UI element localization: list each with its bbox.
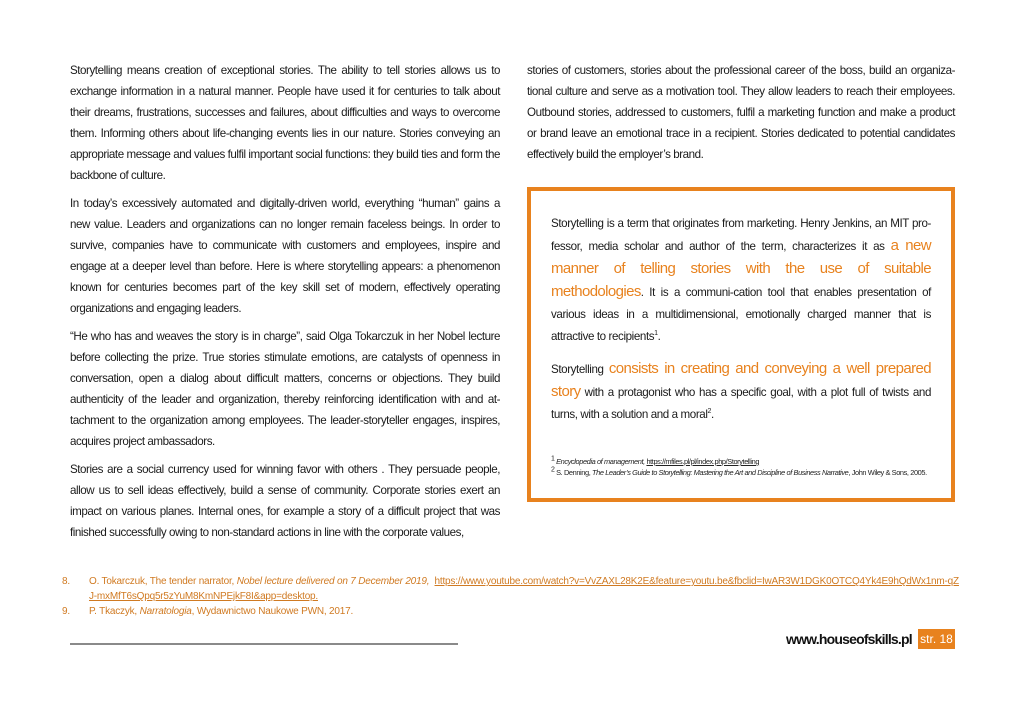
publisher: , Wydawnictwo Naukowe PWN, 2017. bbox=[191, 606, 354, 617]
highlight-box bbox=[527, 187, 955, 502]
page-number-badge: str. 18 bbox=[918, 629, 955, 649]
footnote-number: 8. bbox=[62, 576, 70, 587]
footnote-ref: 1 bbox=[654, 330, 658, 338]
author: P. Tkaczyk, bbox=[89, 606, 140, 617]
box-paragraph-2: Storytelling consists in creating and conveying a well prepared story with a protagonist who has a specific goal, with a plot full of twists and turns, with a solution and a moral$^2$. bbox=[551, 360, 931, 421]
page-footer bbox=[0, 629, 1024, 669]
highlighted-phrase: consists in creating and conveying a well prepared story bbox=[551, 360, 931, 400]
left-column bbox=[70, 60, 500, 550]
footnote bbox=[62, 604, 962, 619]
footnote-number: 9. bbox=[62, 606, 70, 617]
paragraph: In today’s excessively automated and digitally-driven world, everything “human” gains a new value. Leaders and organizations can no longer remain faceless beings. In order to survive, companies have to communicate with customers and employees, inspire and engage at a deeper level than before. Here is where storytelling appears: a phenomenon known for centuries becomes part of the key skill set of modern, effectively operating organizations and engaging leaders. bbox=[70, 197, 500, 315]
footnote-link[interactable]: https://www.youtube.com/watch?v=VvZAXL28K2E&feature=youtu.be&fbclid=IwAR3W1DGK0OTCQ4Yk4E9hQdWx1nm-qZJ-mxMfT6sQpq5r5zYuM8KmNPEjkF8I&app=desktop. bbox=[89, 576, 959, 602]
source-title: Nobel lecture delivered on 7 December 2019, bbox=[236, 576, 430, 587]
source-title: Narratologia bbox=[139, 606, 192, 617]
right-column bbox=[527, 60, 955, 550]
paragraph: stories of customers, stories about the professional career of the boss, build an organiza-tional culture and serve as a motivation tool. They allow leaders to reach their employees. Outbound stories, addressed to customers, fulfil a marketing function and make a product or brand leave an emotional trace in a recipient. Stories dedicated to potential candidates effectively build the employer’s brand. bbox=[527, 64, 955, 161]
box-footnote bbox=[551, 467, 931, 478]
paragraph: Stories are a social currency used for winning favor with others . They persuade people, allow us to sell ideas effectively, build a sense of community. Corporate stories exert an impact on various planes. Internal ones, for example a story of a difficult project that was finished successfully owing to non-standard actions in line with the corporate values, bbox=[70, 463, 500, 539]
publisher: , John Wiley & Sons, 2005. bbox=[848, 468, 927, 477]
paragraph: Storytelling means creation of exceptional stories. The ability to tell stories allows us to exchange information in a natural manner. People have used it for centuries to talk about their dreams, frustrations, successes and failures, about difficulties and ways to overcome them. Informing others about life-changing events lies in our nature. Stories conveying an appropriate message and values fulfil important social functions: they build ties and form the backbone of culture. bbox=[70, 64, 500, 182]
footnote-link[interactable]: https://mfiles.pl/pl/index.php/Storytelling bbox=[646, 457, 760, 466]
website-label: www.houseofskills.pl bbox=[786, 631, 912, 647]
footnote-number: 2 bbox=[551, 466, 555, 474]
footnote-ref: 2 bbox=[707, 408, 712, 416]
box-footnote bbox=[551, 456, 931, 467]
source-title: Encyclopedia of management, bbox=[556, 457, 645, 466]
text: Storytelling is a term that originates from marketing. Henry Jenkins, an MIT pro-fessor, media scholar and author of the term, characterizes it as bbox=[551, 217, 931, 253]
text: with a protagonist who has a specific goal, with a plot full of twists and turns, with a solution and a moral bbox=[551, 386, 931, 421]
box-paragraph-1: Storytelling is a term that originates from marketing. Henry Jenkins, an MIT pro-fessor, media scholar and author of the term, characterizes it as a new manner of telling stories with the use of suitable methodologies. It is a communi-cation tool that enables presentation of various ideas in a multidimensional, emotionally charged manner that is attractive to recipients$^1$. bbox=[551, 217, 931, 343]
highlighted-phrase: a new manner of telling stories with the use of suitable methodologies bbox=[551, 237, 931, 300]
source-title: The Leader’s Guide to Storytelling: Mastering the Art and Discipline of Business Narrative bbox=[592, 468, 849, 477]
footer-divider bbox=[70, 643, 458, 645]
text: Storytelling bbox=[551, 363, 609, 376]
box-footnotes bbox=[551, 456, 931, 478]
footnote-number: 1 bbox=[551, 455, 555, 463]
paragraph: “He who has and weaves the story is in charge”, said Olga Tokarczuk in her Nobel lecture before collecting the prize. True stories stimulate emotions, are catalysts of openness in conversation, open a dialog about difficult matters, concerns or objections. They build authenticity of the leader and organization, thereby reinforcing identification with and at-tachment to the organization among employees. The leader-storyteller engages, inspires, acquires project ambassadors. bbox=[70, 330, 500, 448]
page-footnotes bbox=[62, 574, 962, 619]
footnote bbox=[62, 574, 962, 604]
author: O. Tokarczuk, The tender narrator, bbox=[89, 576, 237, 587]
author: S. Denning, bbox=[556, 468, 593, 477]
text: . It is a communi-cation tool that enables presentation of various ideas in a multidimensional, emotionally charged manner that is attractive to recipients bbox=[551, 286, 931, 343]
